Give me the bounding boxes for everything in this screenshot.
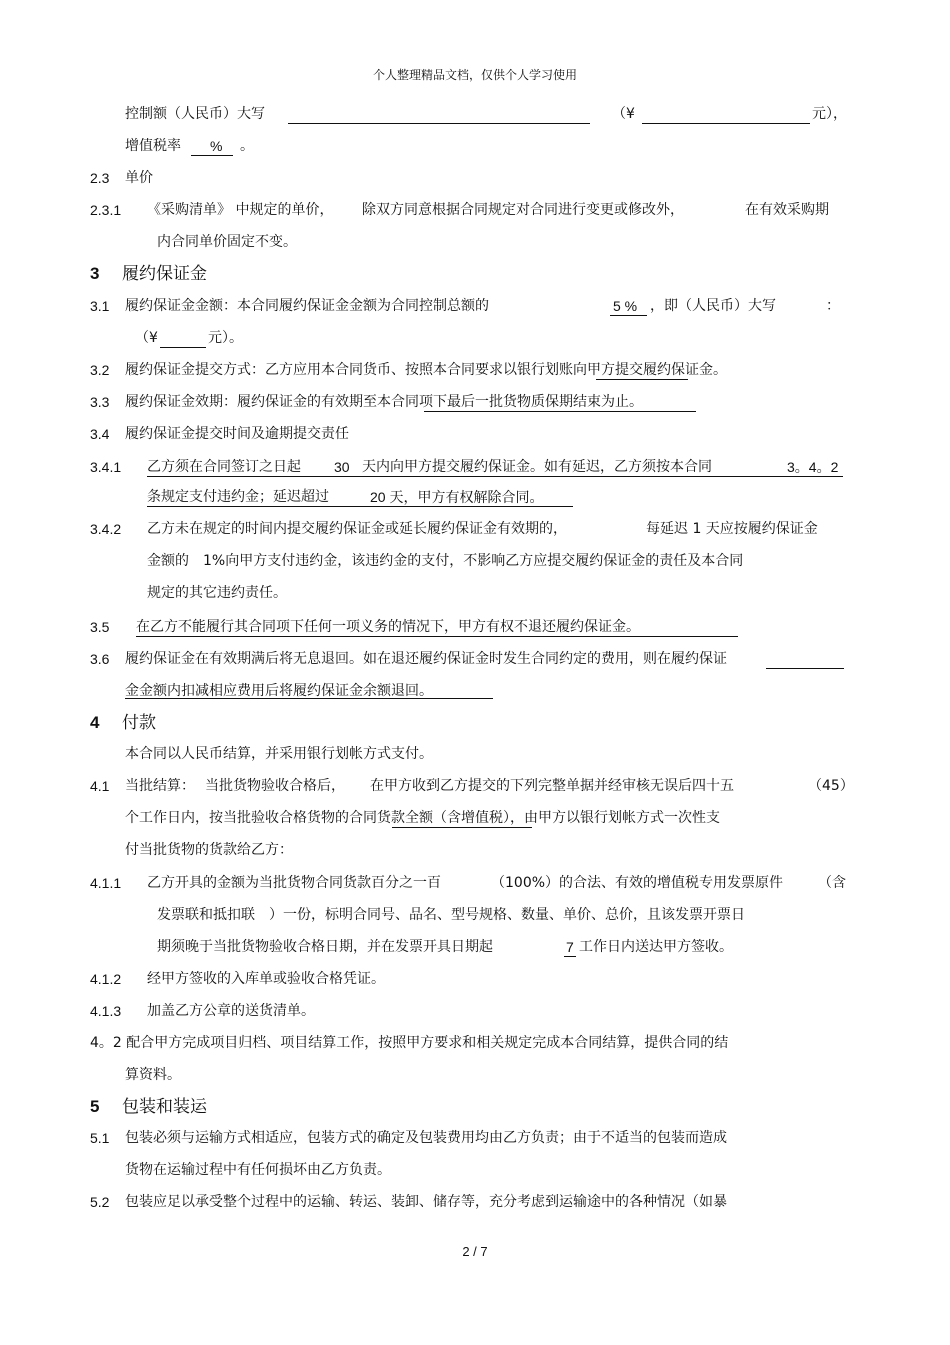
s3-4-1-a: 乙方须在合同签订之日起 <box>147 459 301 475</box>
s3-4-number: 3.4 <box>90 426 110 442</box>
s5-title: 包装和装运 <box>122 1097 207 1117</box>
s3-4-text: 履约保证金提交时间及逾期提交责任 <box>125 426 349 442</box>
s4-1-1-line3-b: 工作日内送达甲方签收。 <box>579 939 733 955</box>
s3-1-number: 3.1 <box>90 298 110 314</box>
s4-1-1-line3-days: 7 <box>566 939 574 955</box>
s2-3-title: 单价 <box>125 170 153 186</box>
s3-1-line2-yuan: 元）。 <box>208 330 243 346</box>
s3-4-2-line2: 金额的 1%向甲方支付违约金，该违约金的支付，不影响乙方应提交履约保证金的责任及本合同 <box>147 553 744 569</box>
s3-6-text: 履约保证金在有效期满后将无息退回。如在退还履约保证金时发生合同约定的费用，则在履约保证 <box>125 651 727 667</box>
s3-6-number: 3.6 <box>90 651 110 667</box>
s5-1-text: 包装必须与运输方式相适应，包装方式的确定及包装费用均由乙方负责；由于不适当的包装而造成 <box>125 1130 727 1146</box>
control-amount-yen-blank <box>642 123 810 124</box>
control-amount-label: 控制额（人民币）大写 <box>125 106 265 122</box>
s4-1-1-a: 乙方开具的金额为当批货物合同货款百分之一百 <box>147 875 441 891</box>
s3-1-colon: ： <box>826 298 840 314</box>
s5-number: 5 <box>90 1097 100 1116</box>
s5-1-line2: 货物在运输过程中有任何损坏由乙方负责。 <box>125 1162 391 1178</box>
s3-4-2-a: 乙方未在规定的时间内提交履约保证金或延长履约保证金有效期的， <box>147 521 567 537</box>
s3-1-text2: ，即（人民币）大写 <box>650 298 776 314</box>
s4-1-a: 当批结算： <box>125 778 195 794</box>
s3-4-2-number: 3.4.2 <box>90 521 122 537</box>
s3-1-text: 履约保证金金额：本合同履约保证金金额为合同控制总额的 <box>125 298 489 314</box>
s3-4-1-number: 3.4.1 <box>90 459 122 475</box>
s4-1-1-days-underline <box>564 956 576 957</box>
s4-1-line2: 个工作日内，按当批验收合格货物的合同货款全额（含增值税），由甲方以银行划帐方式一次性支 <box>125 810 720 826</box>
vat-blank <box>191 155 233 156</box>
s3-4-2-line3: 规定的其它违约责任。 <box>147 585 287 601</box>
control-amount-blank <box>288 123 590 124</box>
s3-6-line2-underline <box>125 698 493 699</box>
s4-1-2-number: 4.1.2 <box>90 971 122 987</box>
vat-end: 。 <box>240 138 254 154</box>
s3-title: 履约保证金 <box>122 264 207 284</box>
s4-1-1-line2: 发票联和抵扣联 ）一份，标明合同号、品名、型号规格、数量、单价、总价，且该发票开票日 <box>157 907 745 923</box>
s4-1-3-number: 4.1.3 <box>90 1003 122 1019</box>
s4-1-b: 当批货物验收合格后， <box>205 778 345 794</box>
s4-1-1-number: 4.1.1 <box>90 875 122 891</box>
page-number: 2 / 7 <box>462 1244 488 1259</box>
s3-number: 3 <box>90 264 100 283</box>
s2-3-1-part3: 在有效采购期 <box>745 202 829 218</box>
s3-3-number: 3.3 <box>90 394 110 410</box>
s3-4-1-line2-days: 20 天，甲方有权解除合同。 <box>370 489 544 505</box>
s3-1-percent: 5 % <box>613 298 638 314</box>
s3-2-number: 3.2 <box>90 362 110 378</box>
vat-label: 增值税率 <box>125 138 181 154</box>
s2-3-1-part1: 《采购清单》 中规定的单价， <box>147 202 334 218</box>
s4-1-c: 在甲方收到乙方提交的下列完整单据并经审核无误后四十五 <box>370 778 734 794</box>
s4-title: 付款 <box>122 713 156 733</box>
s3-4-2-b: 每延迟 1 天应按履约保证金 <box>646 521 818 537</box>
s3-4-1-line2-underline <box>147 506 573 507</box>
s2-3-1-part2: 除双方同意根据合同规定对合同进行变更或修改外， <box>362 202 684 218</box>
control-amount-yen: （¥ <box>612 106 635 122</box>
control-amount-yuan: 元）， <box>812 106 847 122</box>
s3-5-text: 在乙方不能履行其合同项下任何一项义务的情况下，甲方有权不退还履约保证金。 <box>136 619 640 635</box>
s3-6-underline <box>766 668 844 669</box>
s4-1-1-c: （含 <box>818 875 846 891</box>
s4-2-text: 4。2 配合甲方完成项目归档、项目结算工作，按照甲方要求和相关规定完成本合同结算，提供合同的结 <box>90 1035 729 1051</box>
s3-2-text: 履约保证金提交方式：乙方应用本合同货币、按照本合同要求以银行划账向甲方提交履约保证金。 <box>125 362 727 378</box>
s3-1-percent-underline <box>610 315 647 316</box>
s4-number: 4 <box>90 713 100 732</box>
s4-1-line2-underline <box>392 827 532 828</box>
s3-5-underline <box>136 636 738 637</box>
s5-2-number: 5.2 <box>90 1194 110 1210</box>
s4-1-1-line3-a: 期须晚于当批货物验收合格日期，并在发票开具日期起 <box>157 939 493 955</box>
s3-4-1-days: 30 <box>334 459 350 475</box>
s3-4-1-line2: 条规定支付违约金；延迟超过 <box>147 489 329 505</box>
s3-2-underline <box>596 379 688 380</box>
s3-4-1-c: 3。4。2 <box>787 459 839 475</box>
s4-1-1-b: （100%）的合法、有效的增值税专用发票原件 <box>491 875 784 891</box>
s4-1-2-text: 经甲方签收的入库单或验收合格凭证。 <box>147 971 385 987</box>
s4-2-line2: 算资料。 <box>125 1067 181 1083</box>
s4-1-3-text: 加盖乙方公章的送货清单。 <box>147 1003 315 1019</box>
s2-3-1-number: 2.3.1 <box>90 202 122 218</box>
s4-intro: 本合同以人民币结算，并采用银行划帐方式支付。 <box>125 746 433 762</box>
s3-4-1-b: 天内向甲方提交履约保证金。如有延迟，乙方须按本合同 <box>362 459 712 475</box>
s4-1-line3: 付当批货物的货款给乙方： <box>125 842 293 858</box>
s4-1-d: （45） <box>808 778 854 794</box>
s3-1-line2-yen: （¥ <box>135 330 158 346</box>
s5-1-number: 5.1 <box>90 1130 110 1146</box>
s3-3-text: 履约保证金效期：履约保证金的有效期至本合同项下最后一批货物质保期结束为止。 <box>125 394 643 410</box>
s3-6-line2: 金金额内扣减相应费用后将履约保证金余额退回。 <box>125 683 433 699</box>
s3-5-number: 3.5 <box>90 619 110 635</box>
s5-2-text: 包装应足以承受整个过程中的运输、转运、装卸、储存等，充分考虑到运输途中的各种情况（如暴 <box>125 1194 727 1210</box>
s2-3-number: 2.3 <box>90 170 110 186</box>
s3-4-1-underline <box>147 476 843 477</box>
s4-1-number: 4.1 <box>90 778 110 794</box>
vat-value: % <box>210 138 223 154</box>
s3-3-underline <box>424 411 696 412</box>
s3-1-yen-blank <box>160 347 206 348</box>
page-header: 个人整理精品文档，仅供个人学习使用 <box>372 68 577 82</box>
s2-3-1-line2: 内合同单价固定不变。 <box>157 234 297 250</box>
